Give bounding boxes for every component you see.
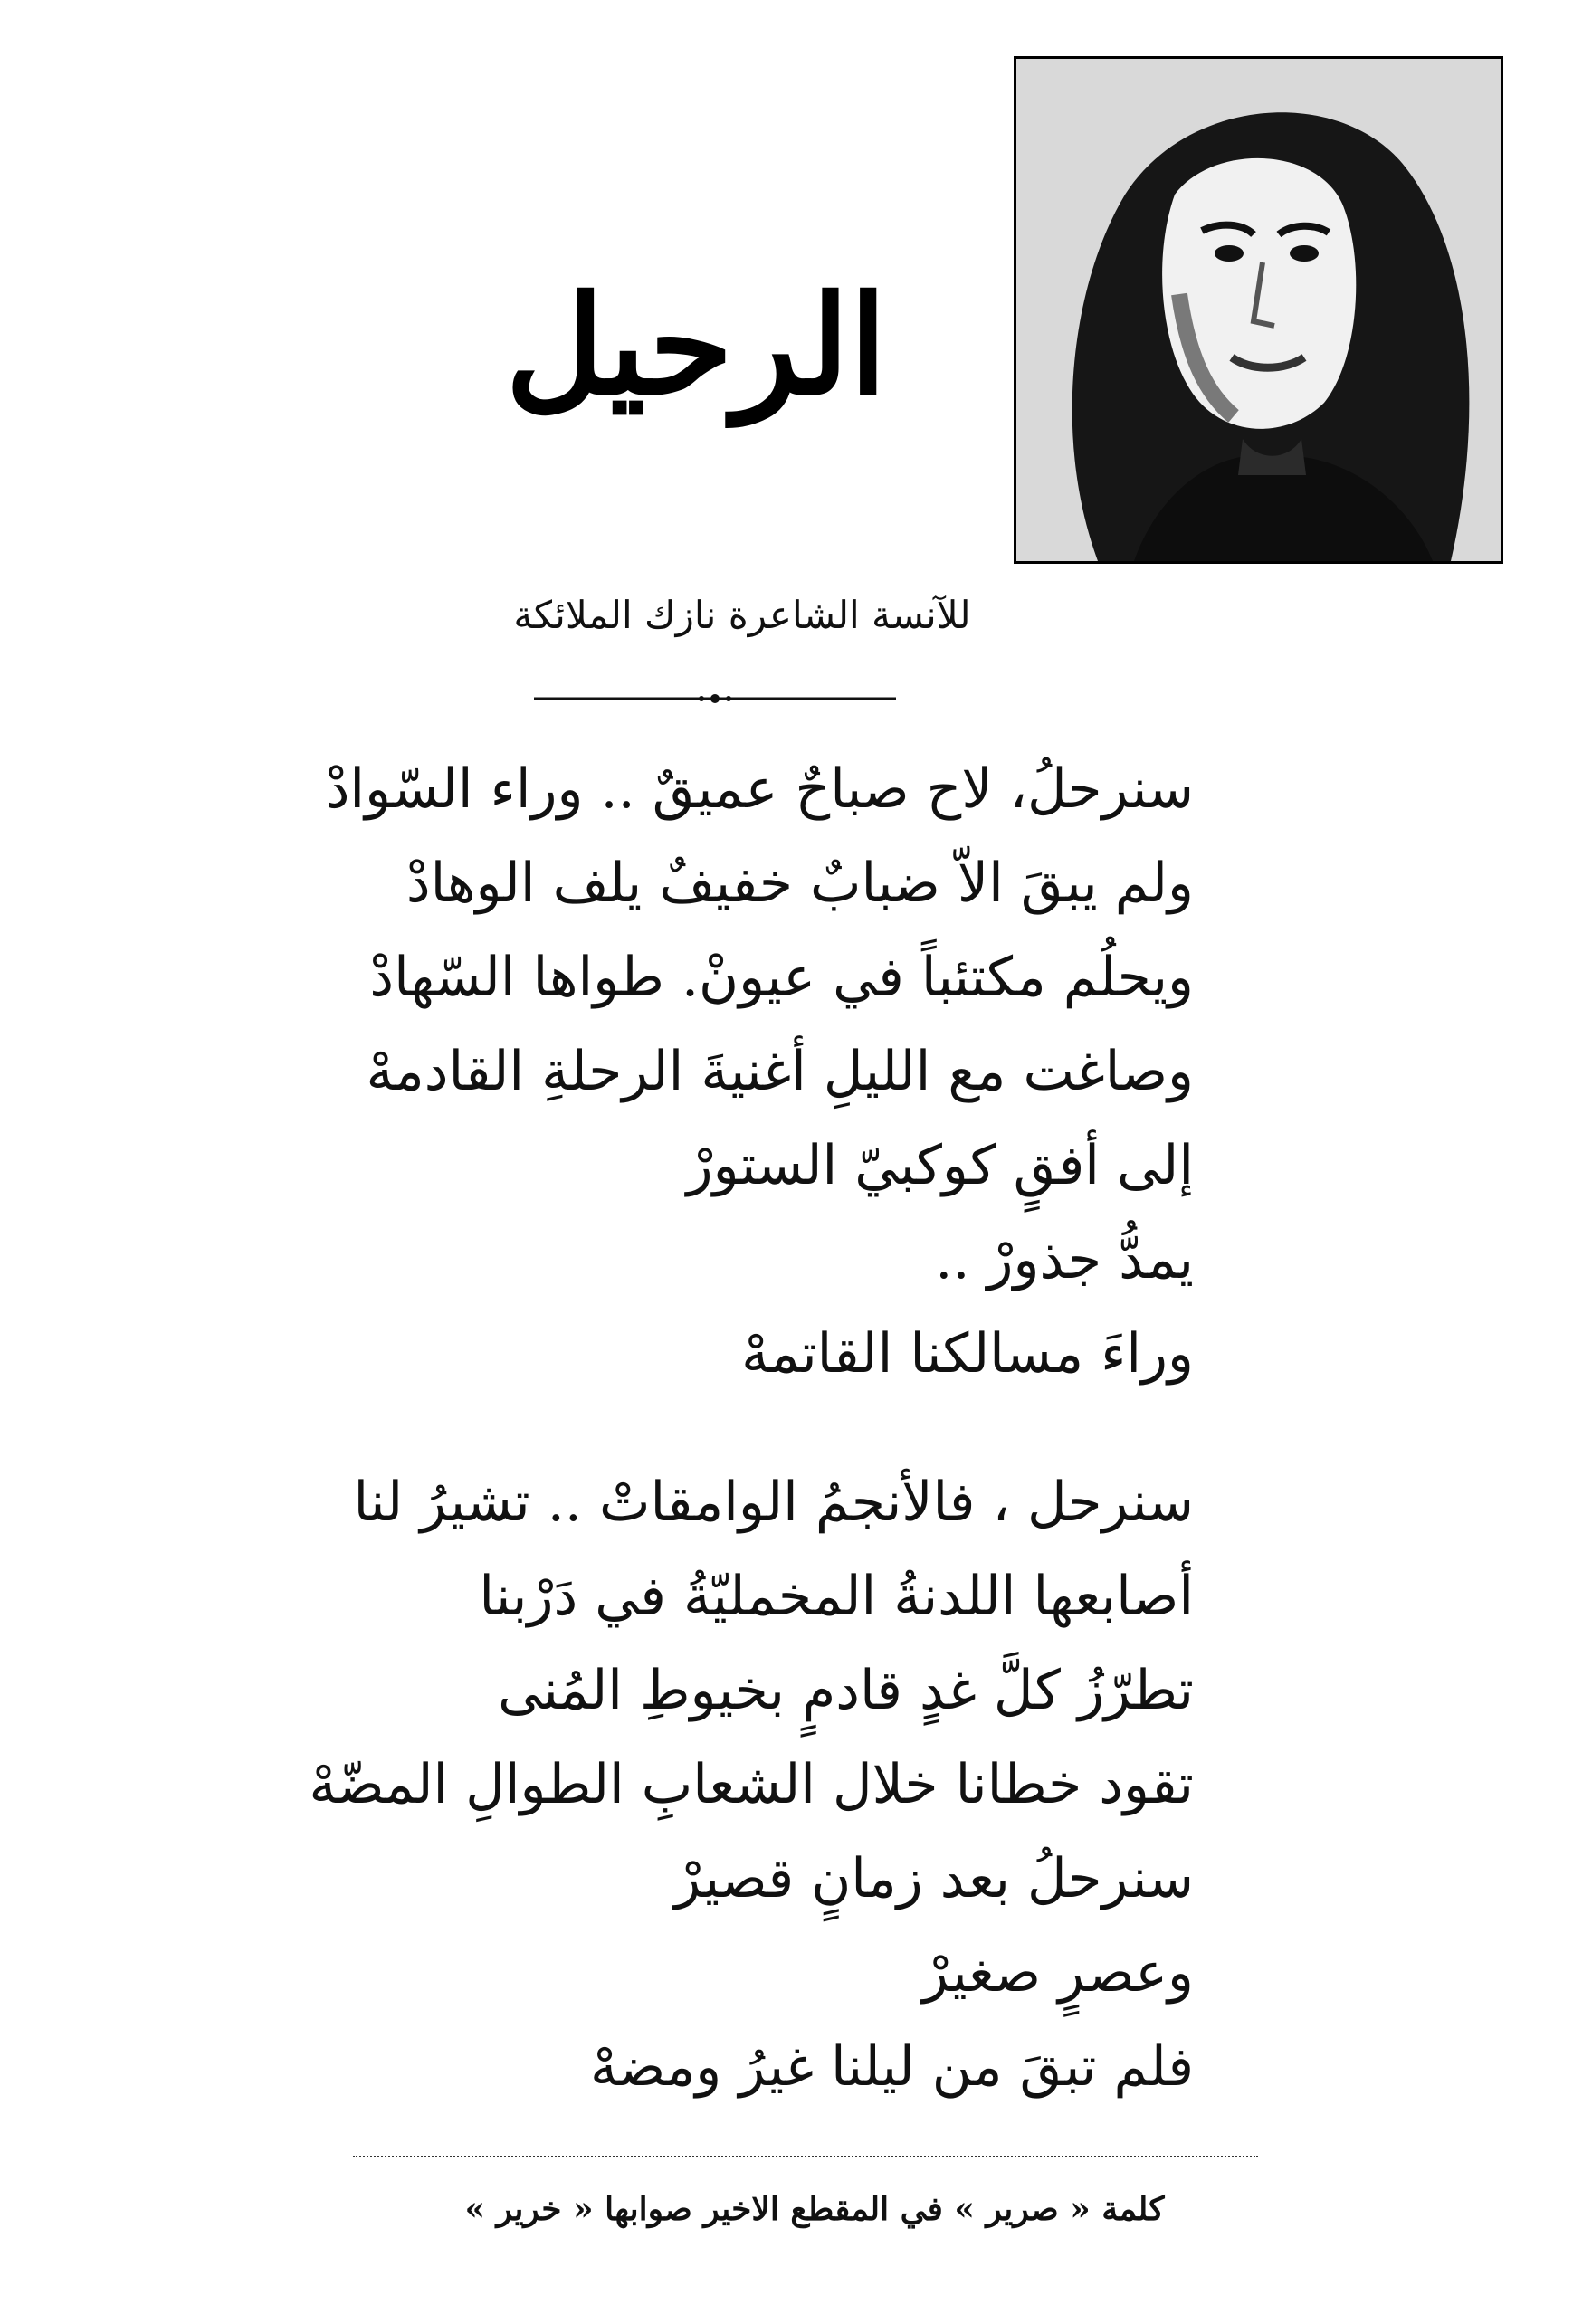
- footnote-rule: [353, 2156, 1258, 2157]
- poem-title: الرحيل: [505, 266, 887, 425]
- stanza-1: [307, 742, 1194, 1401]
- poem-line: تقود خطانا خلال الشعابِ الطوالِ المضّهْ: [309, 1753, 1194, 1816]
- poem-byline: للآنسة الشاعرة نازك الملائكة: [513, 593, 971, 637]
- poem-line: أصابعها اللدنةُ المخمليّةُ في دَرْبنا: [479, 1565, 1194, 1628]
- stanza-gap: [307, 1401, 1194, 1455]
- poem-line: إلى أفقٍ كوكبيّ الستورْ: [686, 1134, 1194, 1197]
- poem-line: ويحلُم مكتئباً في عيونْ. طواها السّهادْ: [369, 946, 1194, 1009]
- poem-line: تطرّزُ كلَّ غدٍ قادمٍ بخيوطِ المُنى: [498, 1659, 1194, 1722]
- poem-line: وصاغت مع الليلِ أغنيةَ الرحلةِ القادمهْ: [366, 1040, 1194, 1103]
- poem-line: وعصرٍ صغيرْ: [921, 1941, 1194, 2005]
- poem-body: [307, 742, 1194, 2114]
- correction-footnote: كلمة « صرير » في المقطع الاخير صوابها « خرير »: [464, 2190, 1165, 2228]
- poem-line: سنرحل ، فالأنجمُ الوامقاتْ .. تشيرُ لنا: [353, 1471, 1194, 1534]
- poem-line: فلم تبقَ من ليلنا غيرُ ومضهْ: [589, 2035, 1194, 2099]
- poem-line: سنرحلُ بعد زمانٍ قصيرْ: [674, 1847, 1194, 1910]
- poem-line: وراءَ مسالكنا القاتمهْ: [741, 1322, 1194, 1386]
- stanza-2: [307, 1455, 1194, 2114]
- portrait-image: [1016, 59, 1501, 561]
- poem-line: سنرحلُ، لاح صباحٌ عميقٌ .. وراء السّوادْ: [325, 757, 1194, 821]
- ornament-divider: [534, 692, 896, 705]
- poet-portrait: [1014, 56, 1503, 564]
- poem-line: يمدُّ جذورْ ..: [935, 1228, 1194, 1291]
- poem-line: ولم يبقَ الاّ ضبابٌ خفيفٌ يلف الوهادْ: [405, 852, 1194, 915]
